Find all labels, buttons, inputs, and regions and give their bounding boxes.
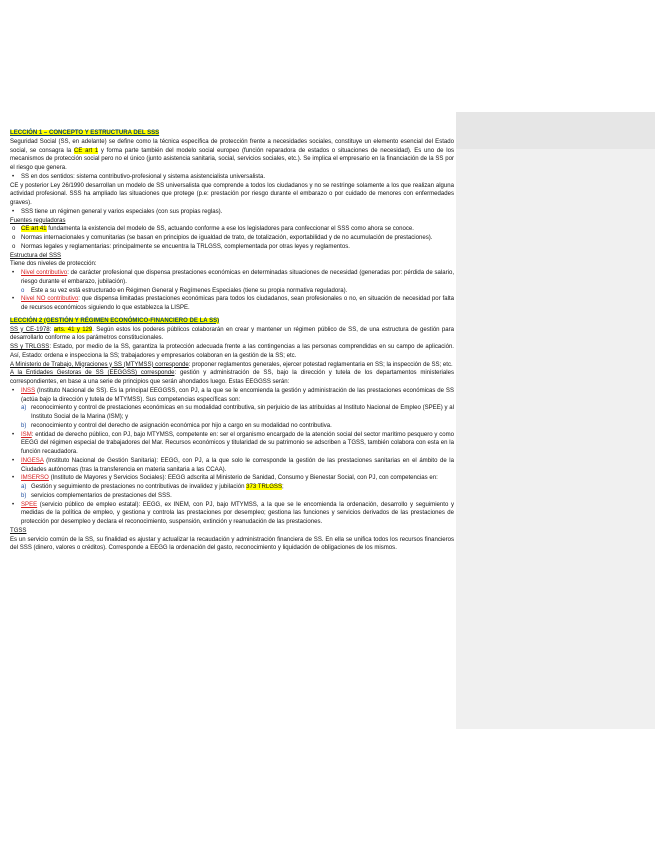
paragraph: A la Entidades Gestoras de SS (EEGGSS) corresponde: gestión y administración de SS, bajo la dirección y tutela de los departamentos ministeriales correspondientes, en base a una serie de principios que serán ahondados luego. Estas EEGGSS serán: — [10, 370, 454, 385]
term-label: ISM — [21, 431, 32, 438]
comment-pane — [456, 112, 655, 729]
list-item: o CE art 41 fundamenta la existencia del modelo de SS, actuando conforme a ese los legisladores para confeccionar el SSS como ahora se conoce. — [12, 226, 414, 233]
term-label: IMSERSO — [21, 475, 49, 482]
highlight: CE art 1 — [73, 147, 99, 154]
term-label: Nivel contributivo — [21, 270, 68, 276]
list-item: o Este a su vez está estructurado en Régimen General y Regímenes Especiales (tiene su propia normativa reguladora). — [21, 287, 348, 294]
circle-bullet-icon: o — [21, 287, 25, 294]
bullet-icon: • — [12, 208, 15, 215]
highlight: CE art 41 — [21, 226, 47, 233]
highlight: 373 TRLGSS — [246, 484, 282, 490]
list-marker: a) — [21, 405, 27, 412]
paragraph: CE y posterior Ley 26/1990 desarrollan un modelo de SS universalista que comprende a todos los ciudadanos y no se restringe solamente a los que realizan alguna actividad profesional. SSS ha ampliado las situaciones que protege (p.e: prestación por riesgo durante el embarazo o por cuidado de menores con enfermedades graves). — [10, 182, 454, 206]
list-item: o Normas legales y reglamentarias: principalmente se encuentra la TRLGSS, complementada por otras leyes y reglamentos. — [12, 243, 350, 250]
list-item: • INSS (Instituto Nacional de SS). Es la principal EEGGSS, con PJ, a la que se le encomienda la gestión y administración de las prestaciones económicas de SS (actúa bajo la dirección y tutela de MTYMSS). Sus competencias específicas son: — [12, 387, 454, 403]
bullet-icon: • — [12, 173, 15, 180]
list-item: • INGESA (Instituto Nacional de Gestión Sanitaria): EEGG, con PJ, a la que solo le corresponde la gestión de las prestaciones sanitarias en el ámbito de la Ciudades autónomas (tras la transferencia en materia sanitaria a las CCAA). — [12, 457, 454, 473]
list-item: b) servicios complementarios de prestaciones del SSS. — [21, 492, 172, 499]
list-item: • SPEE (servicio público de empleo estatal): EEGG, ex INEM, con PJ, bajo MTYMSS, a la que se le encomienda la ordenación, desarrollo y seguimiento y medidas de la política de empleo, y gestiona y controla las prestaciones por desempleo; gestiona las funciones y servicios derivados de las prestaciones de protección por desempleo y declara el reconocimiento, suspensión, extinción y reanudación de las prestaciones. — [12, 501, 454, 525]
list-item: b) reconocimiento y control del derecho de asignación económica por hijo a cargo en su modalidad no contributiva. — [21, 422, 332, 429]
highlight: arts. 41 y 129 — [53, 326, 93, 333]
paragraph: Seguridad Social (SS, en adelante) se define como la técnica específica de protección frente a necesidades sociales, constituye un elemento esencial del Estado social, se consagra la CE art 1 y forma parte también del modelo social europeo (función reparadora de estados o situaciones de necesidad). Es uno de los mecanismos de protección social pero no el único (junto asistencia sanitaria, social, servicios sociales, etc.). Se implica el empresario en la financiación de la SS por el riesgo que genera. — [10, 138, 454, 171]
list-marker: a) — [21, 484, 27, 490]
term-label: INSS — [21, 387, 36, 394]
paragraph: Es un servicio común de la SS, su finalidad es ajustar y actualizar la recaudación y administración financiera de SS. En ella se unifica todos los recursos financieros del SSS (dinero, valores o créditos). Corresponde a EEGG la ordenación del gasto, reconocimiento y liquidación de obligaciones de los mismos. — [10, 536, 454, 552]
list-item: • SSS tiene un régimen general y varios especiales (con sus propias reglas). — [12, 208, 223, 215]
paragraph: SS y TRLGSS: Estado, por medio de la SS, garantiza la protección adecuada frente a las contingencias a las personas comprendidas en su campo de aplicación. Así, Estado: ordena e inspecciona la SS; trabajadores y empresarios colaboran en la gestión de la SS; etc. — [10, 344, 454, 359]
list-item: • IMSERSO (Instituto de Mayores y Servicios Sociales): EEGG adscrita al Ministerio de Sanidad, Consumo y Bienestar Social, con PJ, con competencias en: — [12, 475, 438, 482]
section-heading: Estructura del SSS — [10, 252, 62, 259]
bullet-icon: • — [12, 475, 15, 482]
list-item: • ISM: entidad de derecho público, con PJ, bajo MTYMSS, competente en: ser el organismo encargado de la atención social del sector marítimo pesquero y como EEGG del régimen especial de trabajadores del Mar. Recursos económicos y titularidad de su patrimonio se adscriben a TGSS, también colabora con esta en la función recaudadora. — [12, 431, 454, 455]
list-marker: b) — [21, 492, 27, 499]
bullet-icon: • — [12, 501, 15, 508]
lesson-2-title: LECCIÓN 2 (GESTIÓN Y RÉGIMEN ECONÓMICO-FINANCIERO DE LA SS) — [10, 317, 220, 324]
bullet-icon: • — [12, 296, 15, 303]
section-heading: Fuentes reguladoras — [10, 217, 66, 224]
bullet-icon: • — [12, 387, 15, 394]
list-item: • SS en dos sentidos: sistema contributivo-profesional y sistema asistencialista universalista. — [12, 173, 266, 180]
paragraph: Tiene dos niveles de protección: — [10, 261, 97, 268]
bullet-icon: • — [12, 457, 15, 464]
paragraph: A Ministerio de Trabajo, Migraciones y SS (MTYMSS) corresponde: proponer reglamentos generales, ejercer potestad reglamentaria en SS; la inspección de SS; etc. — [10, 361, 453, 368]
circle-bullet-icon: o — [12, 243, 16, 250]
term-label: Nivel NO contributivo — [21, 296, 79, 303]
list-item: o Normas internacionales y comunitarias (se basan en principios de igualdad de trato, de totalización, exportabilidad y de no acumulación de prestaciones). — [12, 235, 433, 241]
comment-pane-header — [456, 112, 655, 149]
paragraph: SS y CE-1978: arts. 41 y 129. Según estos los poderes públicos colaborarán en crear y mantener un régimen público de SS, de una estructura de gestión para desarrollarlo conforme a los parámetros constitucionales. — [10, 326, 454, 342]
list-item: • Nivel contributivo: de carácter profesional que dispensa prestaciones económicas en determinadas situaciones de necesidad (generadas por: pérdida de salario, riesgo durante el embarazo, jubilación). — [12, 270, 454, 285]
circle-bullet-icon: o — [12, 226, 16, 233]
list-item: a) reconocimiento y control de prestaciones económicas en su modalidad contributiva, sin perjuicio de las atribuidas al Instituto Nacional de Empleo (SPEE) y al Instituto Social de la Marina (ISM); y — [21, 405, 454, 420]
list-marker: b) — [21, 422, 27, 429]
list-item: • Nivel NO contributivo: que dispensa limitadas prestaciones económicas para todos los ciudadanos, sean profesionales o no, en situación de necesidad por falta de recursos económicos siguiendo lo que establezca la LISPE. — [12, 296, 454, 311]
term-label: INGESA — [21, 457, 44, 464]
circle-bullet-icon: o — [12, 235, 16, 241]
list-item: a) Gestión y seguimiento de prestaciones no contributivas de invalidez y jubilación 373 TRLGSS; — [21, 484, 284, 490]
document-body — [10, 129, 454, 553]
term-label: SPEE — [21, 501, 38, 508]
lesson-1-title: LECCIÓN 1 – CONCEPTO Y ESTRUCTURA DEL SSS — [10, 130, 160, 136]
bullet-icon: • — [12, 431, 15, 438]
bullet-icon: • — [12, 270, 15, 276]
section-heading: TGSS — [10, 527, 27, 534]
